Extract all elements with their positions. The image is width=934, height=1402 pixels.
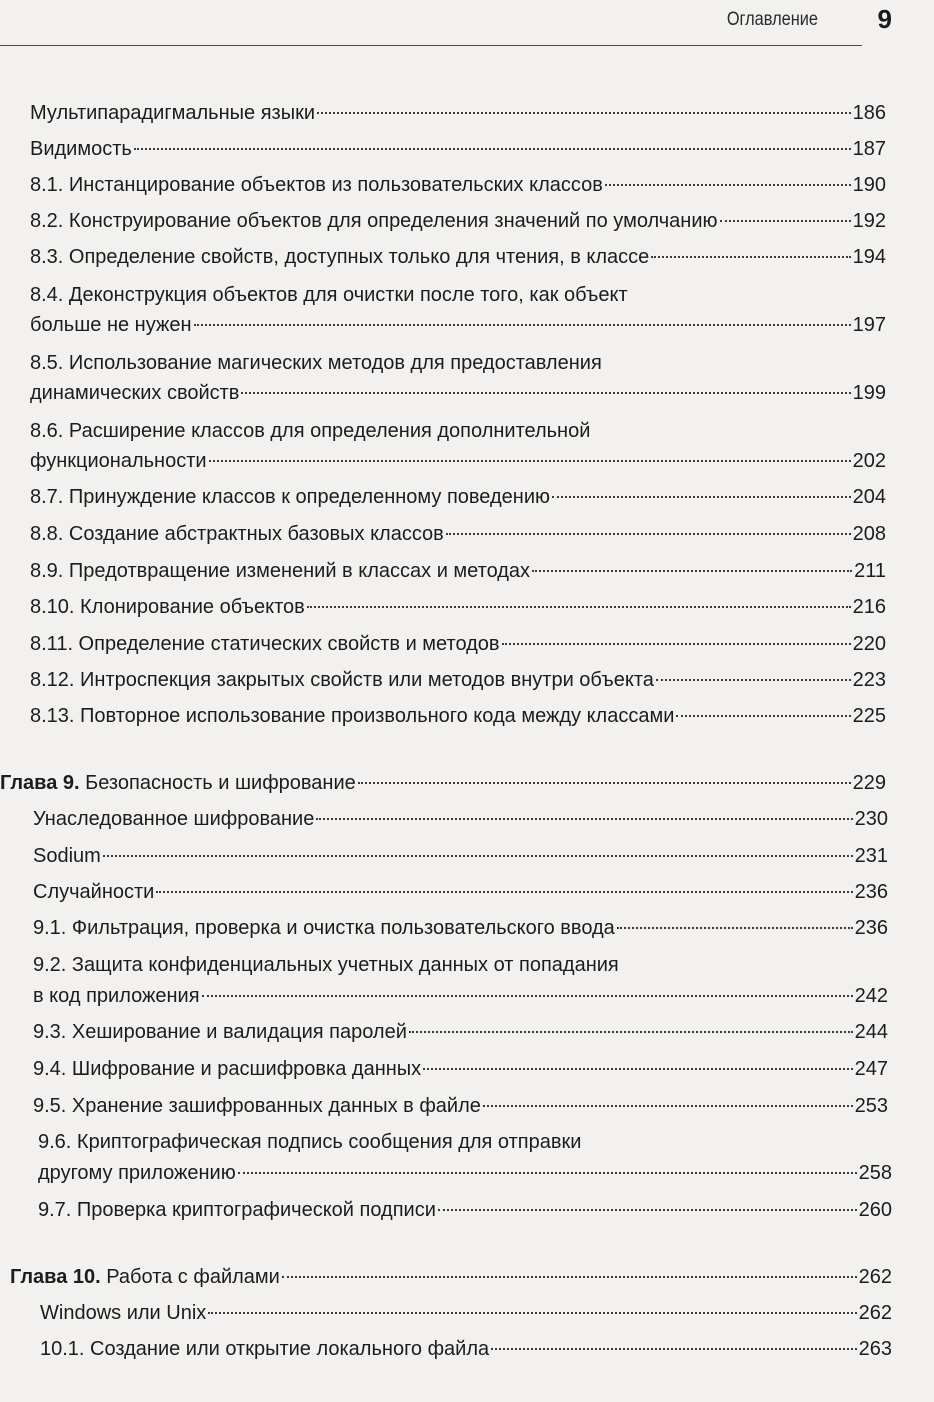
entry-page: 225 — [852, 705, 886, 727]
toc-chapter-10[interactable] — [10, 1262, 892, 1292]
toc-entry[interactable]: 9.7. Проверка криптографической подписи 260 — [38, 1195, 892, 1225]
entry-page: 186 — [852, 102, 886, 124]
toc-entry-line1[interactable]: 8.6. Расширение классов для определения дополнительной — [30, 420, 591, 442]
dot-leader — [194, 324, 851, 326]
entry-page: 204 — [852, 486, 886, 508]
entry-page: 253 — [854, 1095, 888, 1117]
dot-leader — [103, 855, 853, 857]
dot-leader — [358, 782, 851, 784]
dot-leader — [238, 1172, 857, 1174]
dot-leader — [241, 392, 850, 394]
entry-page: 187 — [852, 138, 886, 160]
dot-leader — [282, 1276, 857, 1278]
chapter-title: Работа с файлами — [106, 1266, 280, 1288]
dot-leader — [307, 606, 851, 608]
dot-leader — [605, 184, 851, 186]
entry-page: 229 — [852, 772, 886, 794]
dot-leader — [423, 1068, 852, 1070]
toc-entry[interactable]: Видимость 187 — [30, 134, 886, 164]
entry-page: 236 — [854, 881, 888, 903]
toc-entry[interactable]: больше не нужен 197 — [30, 310, 886, 340]
entry-page: 258 — [858, 1162, 892, 1184]
toc-entry[interactable]: Windows или Unix 262 — [40, 1298, 892, 1328]
running-title: Оглавление — [726, 9, 818, 30]
toc-entry-line1[interactable]: 8.4. Деконструкция объектов для очистки после того, как объект — [30, 284, 628, 306]
entry-page: 197 — [852, 314, 886, 336]
toc-entry[interactable]: функциональности 202 — [30, 446, 886, 476]
toc-entry[interactable]: 8.8. Создание абстрактных базовых классов 208 — [30, 519, 886, 549]
chapter-label: Глава 10. — [10, 1266, 101, 1288]
toc-entry[interactable]: Случайности 236 — [33, 877, 888, 907]
dot-leader — [446, 533, 851, 535]
toc-entry-line1[interactable]: 9.6. Криптографическая подпись сообщения для отправки — [38, 1131, 582, 1153]
page-number: 9 — [877, 4, 892, 34]
toc-entry[interactable]: в код приложения 242 — [33, 981, 888, 1011]
toc-entry-line1[interactable]: 9.2. Защита конфиденциальных учетных данных от попадания — [33, 954, 619, 976]
entry-page: 244 — [854, 1021, 888, 1043]
dot-leader — [202, 995, 853, 997]
dot-leader — [156, 891, 852, 893]
toc-entry[interactable]: другому приложению 258 — [38, 1158, 892, 1188]
toc-entry[interactable]: 8.9. Предотвращение изменений в классах и методах 211 — [30, 556, 886, 586]
dot-leader — [483, 1105, 853, 1107]
dot-leader — [617, 927, 853, 929]
toc-entry[interactable]: 9.1. Фильтрация, проверка и очистка пользовательского ввода 236 — [33, 913, 888, 943]
toc-entry[interactable]: Мультипарадигмальные языки 186 — [30, 98, 886, 128]
toc-entry[interactable]: 8.12. Интроспекция закрытых свойств или методов внутри объекта 223 — [30, 665, 886, 695]
page-header — [0, 0, 934, 48]
dot-leader — [502, 643, 851, 645]
dot-leader — [532, 570, 852, 572]
dot-leader — [491, 1348, 856, 1350]
dot-leader — [317, 112, 851, 114]
toc-chapter-9[interactable] — [0, 768, 886, 798]
dot-leader — [720, 220, 851, 222]
toc-entry[interactable]: 8.11. Определение статических свойств и методов 220 — [30, 629, 886, 659]
entry-page: 202 — [852, 450, 886, 472]
entry-page: 262 — [858, 1302, 892, 1324]
entry-page: 262 — [858, 1266, 892, 1288]
chapter-title: Безопасность и шифрование — [85, 772, 356, 794]
dot-leader — [552, 496, 851, 498]
dot-leader — [409, 1031, 853, 1033]
dot-leader — [316, 818, 852, 820]
dot-leader — [651, 256, 850, 258]
dot-leader — [676, 715, 850, 717]
toc-entry[interactable]: 8.1. Инстанцирование объектов из пользовательских классов 190 — [30, 170, 886, 200]
toc-entry-line1[interactable]: 8.5. Использование магических методов для предоставления — [30, 352, 602, 374]
entry-page: 223 — [852, 669, 886, 691]
toc-entry[interactable]: 8.13. Повторное использование произвольного кода между классами 225 — [30, 701, 886, 731]
entry-page: 230 — [854, 808, 888, 830]
dot-leader — [438, 1209, 857, 1211]
header-rule — [0, 45, 862, 46]
toc-entry[interactable]: динамических свойств 199 — [30, 378, 886, 408]
entry-page: 194 — [852, 246, 886, 268]
toc-entry[interactable]: 10.1. Создание или открытие локального файла 263 — [40, 1334, 892, 1364]
chapter-label: Глава 9. — [0, 772, 80, 794]
toc-entry[interactable]: 8.7. Принуждение классов к определенному поведению 204 — [30, 482, 886, 512]
toc-entry[interactable]: Sodium 231 — [33, 841, 888, 871]
toc-entry[interactable]: 9.3. Хеширование и валидация паролей 244 — [33, 1017, 888, 1047]
toc-entry[interactable]: 8.3. Определение свойств, доступных только для чтения, в классе 194 — [30, 242, 886, 272]
dot-leader — [656, 679, 851, 681]
entry-page: 208 — [852, 523, 886, 545]
entry-page: 247 — [854, 1058, 888, 1080]
entry-page: 220 — [852, 633, 886, 655]
dot-leader — [134, 148, 851, 150]
entry-page: 231 — [854, 845, 888, 867]
entry-page: 216 — [852, 596, 886, 618]
toc-entry[interactable]: 9.5. Хранение зашифрованных данных в файле 253 — [33, 1091, 888, 1121]
entry-page: 190 — [852, 174, 886, 196]
entry-page: 199 — [852, 382, 886, 404]
toc-entry[interactable]: 8.2. Конструирование объектов для определения значений по умолчанию 192 — [30, 206, 886, 236]
toc-entry[interactable]: 8.10. Клонирование объектов 216 — [30, 592, 886, 622]
entry-page: 263 — [858, 1338, 892, 1360]
entry-page: 236 — [854, 917, 888, 939]
entry-page: 260 — [858, 1199, 892, 1221]
toc-entry[interactable]: Унаследованное шифрование 230 — [33, 804, 888, 834]
dot-leader — [209, 460, 851, 462]
entry-page: 192 — [852, 210, 886, 232]
entry-page: 211 — [854, 560, 886, 582]
dot-leader — [208, 1312, 856, 1314]
toc-entry[interactable]: 9.4. Шифрование и расшифровка данных 247 — [33, 1054, 888, 1084]
entry-page: 242 — [854, 985, 888, 1007]
